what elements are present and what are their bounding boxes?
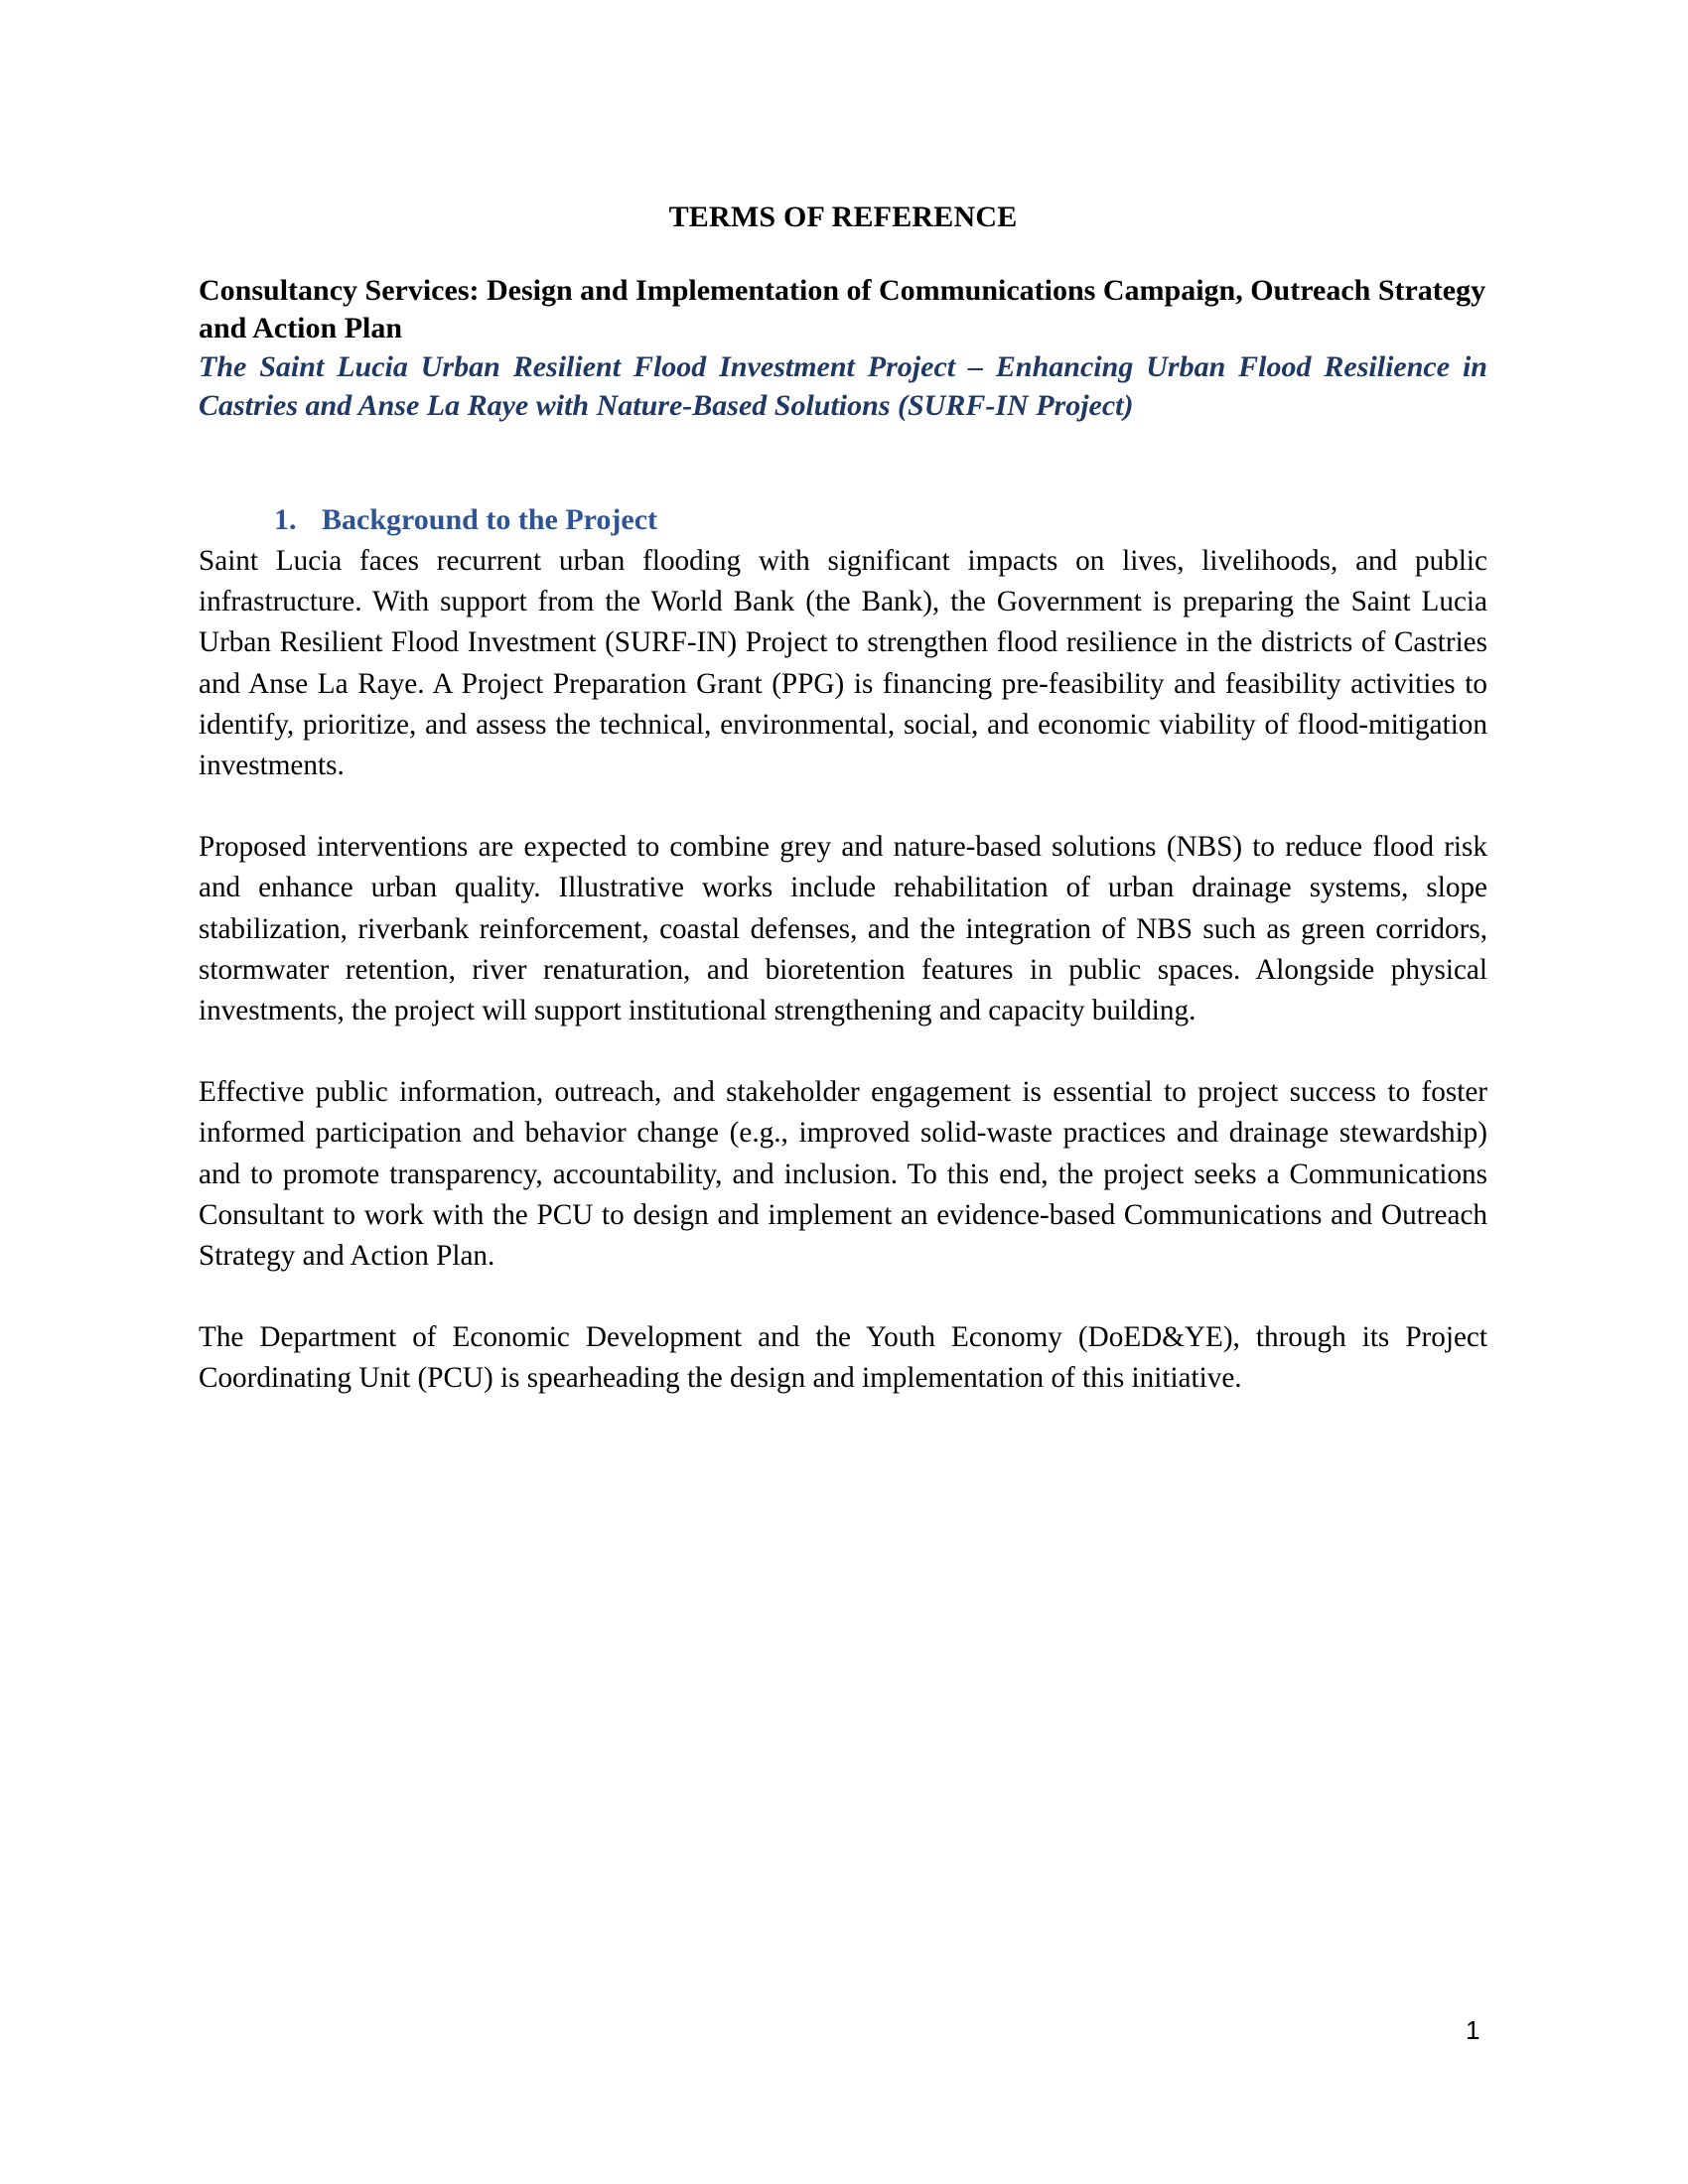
section-title: Background to the Project: [322, 503, 658, 536]
page-number: 1: [1466, 2015, 1480, 2045]
paragraph-background-1: Saint Lucia faces recurrent urban flooding with significant impacts on lives, livelihoods, and public infrastructure. With support from the World Bank (the Bank), the Government is preparing the Saint Lucia Urban Resilient Flood Investment (SURF-IN) Project to strengthen flood resilience in the districts of Castries and Anse La Raye. A Project Preparation Grant (PPG) is financing pre-feasibility and feasibility activities to identify, prioritize, and assess the technical, environmental, social, and economic viability of flood-mitigation investments.: [199, 545, 1487, 782]
section-number: 1.: [274, 503, 297, 536]
paragraph-background-3: Effective public information, outreach, and stakeholder engagement is essential to project success to foster informed participation and behavior change (e.g., improved solid-waste practices and drainage stewardship) and to promote transparency, accountability, and inclusion. To this end, the project seeks a Communications Consultant to work with the PCU to design and implement an evidence-based Communications and Outreach Strategy and Action Plan.: [199, 1076, 1487, 1273]
service-title: Consultancy Services: Design and Implementation of Communications Campaign, Outreach Strategy and Action Plan: [199, 274, 1486, 344]
paragraph-background-4: The Department of Economic Development and the Youth Economy (DoED&YE), through its Project Coordinating Unit (PCU) is spearheading the design and implementation of this initiative.: [199, 1321, 1487, 1395]
paragraph-background-2: Proposed interventions are expected to combine grey and nature-based solutions (NBS) to reduce flood risk and enhance urban quality. Illustrative works include rehabilitation of urban drainage systems, slope stabilization, riverbank reinforcement, coastal defenses, and the integration of NBS such as green corridors, stormwater retention, river renaturation, and bioretention features in public spaces. Alongside physical investments, the project will support institutional strengthening and capacity building.: [199, 831, 1487, 1027]
project-subtitle: The Saint Lucia Urban Resilient Flood Investment Project – Enhancing Urban Flood Resilience in Castries and Anse La Raye with Nature-Based Solutions (SURF-IN Project): [199, 350, 1487, 422]
section-heading-background: [199, 499, 1487, 541]
document-title: TERMS OF REFERENCE: [668, 201, 1018, 233]
page-content: [199, 197, 1487, 1440]
